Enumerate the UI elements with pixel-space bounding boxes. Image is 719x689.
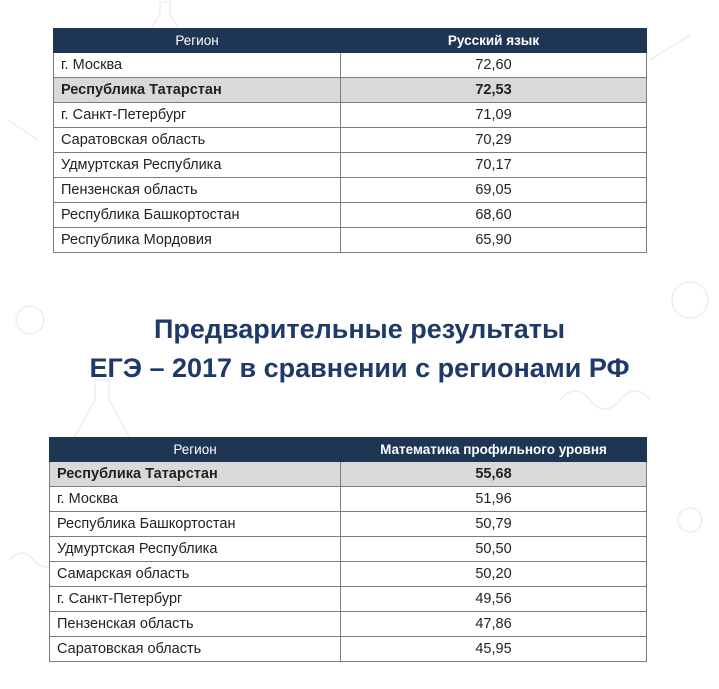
score-cell: 50,50: [341, 537, 647, 562]
table-row-highlighted: [50, 462, 647, 487]
table-row: [54, 153, 647, 178]
score-cell: 69,05: [341, 178, 647, 203]
table-row: [50, 637, 647, 662]
table-row: [54, 178, 647, 203]
region-cell: Пензенская область: [54, 178, 341, 203]
region-cell: Пензенская область: [50, 612, 341, 637]
score-cell: 51,96: [341, 487, 647, 512]
score-cell: 49,56: [341, 587, 647, 612]
table-row: [50, 487, 647, 512]
region-cell: г. Санкт-Петербург: [50, 587, 341, 612]
region-cell: Республика Башкортостан: [54, 203, 341, 228]
math-profile-table: [49, 437, 647, 662]
table-row: [54, 228, 647, 253]
score-cell: 65,90: [341, 228, 647, 253]
table-row: [54, 103, 647, 128]
region-cell: Удмуртская Республика: [54, 153, 341, 178]
score-cell: 55,68: [341, 462, 647, 487]
column-header-russian: Русский язык: [341, 29, 647, 53]
table-row: [50, 537, 647, 562]
table-row: [50, 587, 647, 612]
flask-doodle-icon: [73, 380, 131, 440]
table-row: [50, 562, 647, 587]
region-cell: г. Санкт-Петербург: [54, 103, 341, 128]
column-header-math: Математика профильного уровня: [341, 438, 647, 462]
score-cell: 72,53: [341, 78, 647, 103]
table-row: [54, 128, 647, 153]
region-cell: Саратовская область: [54, 128, 341, 153]
region-cell: г. Москва: [54, 53, 341, 78]
region-cell: Республика Татарстан: [54, 78, 341, 103]
region-cell: Республика Татарстан: [50, 462, 341, 487]
score-cell: 47,86: [341, 612, 647, 637]
table-row: [50, 612, 647, 637]
russian-language-table: [53, 28, 647, 253]
score-cell: 70,29: [341, 128, 647, 153]
score-cell: 70,17: [341, 153, 647, 178]
column-header-region: Регион: [50, 438, 341, 462]
score-cell: 68,60: [341, 203, 647, 228]
region-cell: Саратовская область: [50, 637, 341, 662]
doodle-line: [8, 120, 38, 140]
page-title-line-1: Предварительные результаты: [153, 314, 566, 344]
doodle-circle: [678, 508, 702, 532]
page-title-line-2: ЕГЭ – 2017 в сравнении с регионами РФ: [89, 353, 630, 383]
table-header-row: [54, 29, 647, 53]
region-cell: г. Москва: [50, 487, 341, 512]
region-cell: Самарская область: [50, 562, 341, 587]
doodle-line: [650, 35, 690, 60]
score-cell: 45,95: [341, 637, 647, 662]
table-row: [50, 512, 647, 537]
table-header-row: [50, 438, 647, 462]
score-cell: 50,20: [341, 562, 647, 587]
score-cell: 71,09: [341, 103, 647, 128]
region-cell: Республика Мордовия: [54, 228, 341, 253]
score-cell: 72,60: [341, 53, 647, 78]
column-header-region: Регион: [54, 29, 341, 53]
region-cell: Удмуртская Республика: [50, 537, 341, 562]
table-row: [54, 203, 647, 228]
table-row-highlighted: [54, 78, 647, 103]
wave-doodle: [560, 391, 650, 409]
region-cell: Республика Башкортостан: [50, 512, 341, 537]
table-row: [54, 53, 647, 78]
score-cell: 50,79: [341, 512, 647, 537]
